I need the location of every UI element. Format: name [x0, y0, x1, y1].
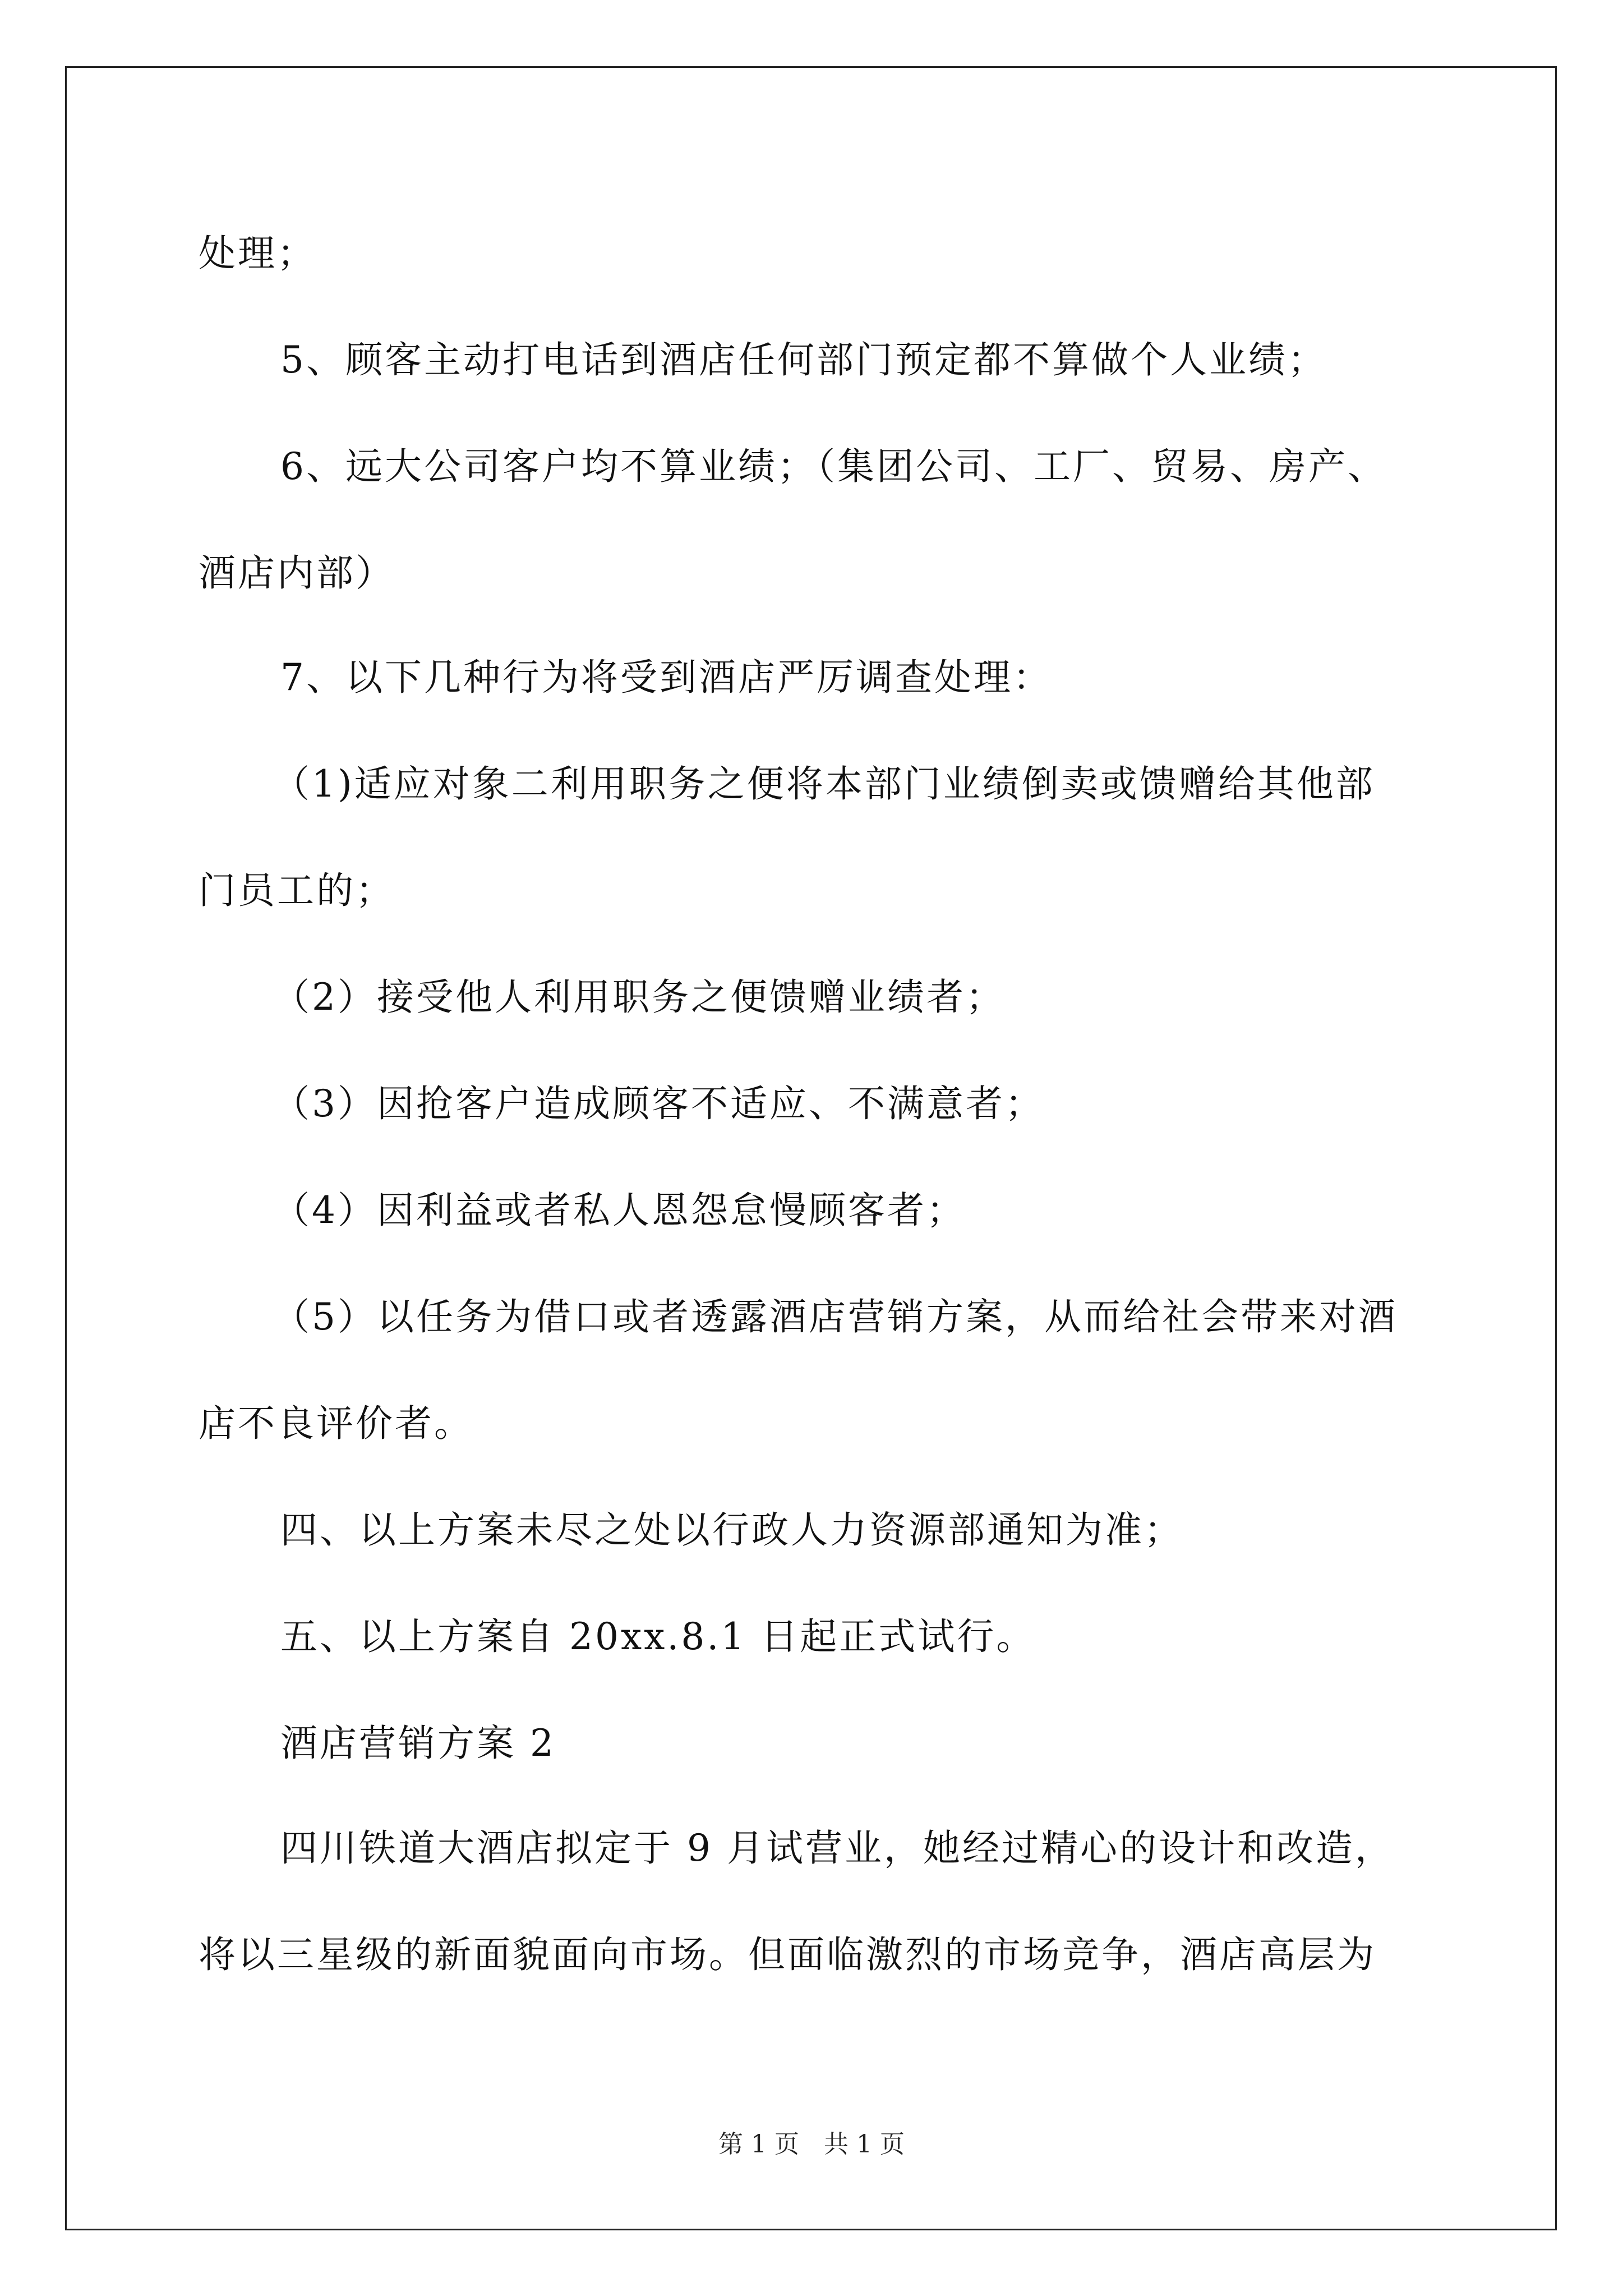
text-line: 6、远大公司客户均不算业绩；（集团公司、工厂、贸易、房产、: [280, 445, 1387, 488]
text-line: 五、以上方案自 20xx.8.1 日起正式试行。: [280, 1615, 1036, 1658]
text-line: 处理；: [199, 232, 316, 275]
text-line: （4）因利益或者私人恩怨怠慢顾客者；: [273, 1189, 966, 1232]
text-line: 四川铁道大酒店拟定于 9 月试营业，她经过精心的设计和改造，: [280, 1826, 1394, 1870]
text-line: 将以三星级的新面貌面向市场。但面临激烈的市场竞争，酒店高层为: [199, 1933, 1376, 1976]
page-number-footer: 第 1 页 共 1 页: [718, 2130, 905, 2159]
text-line: 7、以下几种行为将受到酒店严厉调查处理：: [280, 656, 1052, 699]
text-line: （2）接受他人利用职务之便馈赠业绩者；: [273, 976, 1005, 1019]
text-line: 酒店内部）: [199, 551, 395, 595]
text-line: （5）以任务为借口或者透露酒店营销方案，从而给社会带来对酒: [273, 1295, 1398, 1338]
text-line: 四、以上方案未尽之处以行政人力资源部通知为准；: [280, 1508, 1183, 1552]
page-border: [65, 66, 1557, 2230]
text-line: （3）因抢客户造成顾客不适应、不满意者；: [273, 1082, 1044, 1125]
text-line: 店不良评价者。: [199, 1402, 473, 1445]
text-line: 5、顾客主动打电话到酒店任何部门预定都不算做个人业绩；: [280, 338, 1327, 381]
text-line: 门员工的；: [199, 869, 395, 912]
text-line: （1)适应对象二利用职务之便将本部门业绩倒卖或馈赠给其他部: [273, 762, 1375, 806]
section-heading: 酒店营销方案 2: [280, 1722, 556, 1765]
